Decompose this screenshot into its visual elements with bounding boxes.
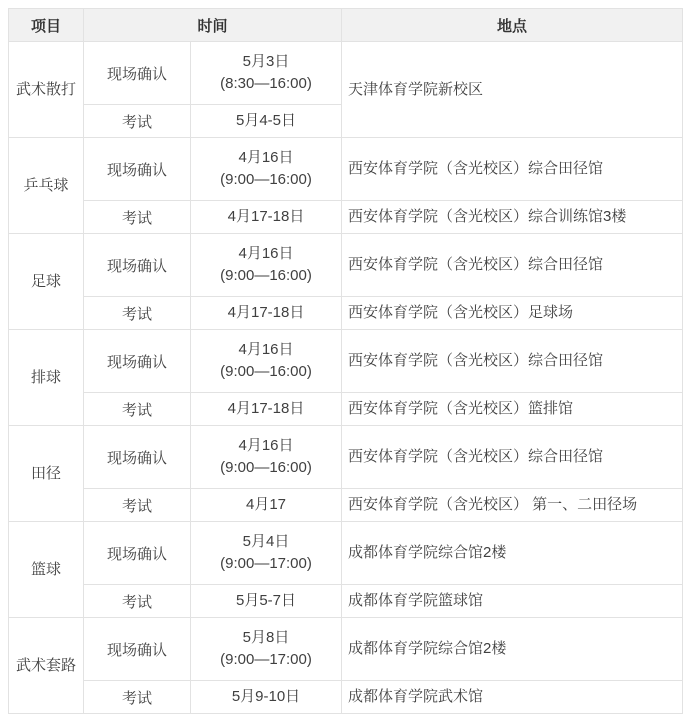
location-cell: 成都体育学院综合馆2楼 [342, 522, 683, 585]
location-cell: 成都体育学院综合馆2楼 [342, 618, 683, 681]
time-range: (9:00—17:00) [220, 651, 312, 668]
project-cell: 篮球 [9, 522, 84, 618]
column-header-project: 项目 [9, 9, 84, 42]
date-cell: 5月5-7日 [191, 585, 342, 618]
location-cell: 西安体育学院（含光校区）综合田径馆 [342, 138, 683, 201]
table-row [9, 489, 683, 522]
table-row [9, 201, 683, 234]
date-text: 5月3日 [242, 53, 290, 70]
date-text: 4月16日 [238, 149, 294, 166]
project-cell: 田径 [9, 426, 84, 522]
column-header-time: 时间 [84, 9, 342, 42]
table-row [9, 330, 683, 393]
table-row [9, 138, 683, 201]
date-text: 4月16日 [238, 245, 294, 262]
phase-label: 考试 [84, 201, 191, 234]
date-cell [191, 138, 342, 201]
location-cell: 西安体育学院（含光校区）综合田径馆 [342, 426, 683, 489]
phase-label: 现场确认 [84, 234, 191, 297]
phase-label: 考试 [84, 585, 191, 618]
time-range: (8:30—16:00) [220, 75, 312, 92]
phase-label: 现场确认 [84, 618, 191, 681]
phase-label: 考试 [84, 489, 191, 522]
table-row [9, 681, 683, 714]
date-cell [191, 426, 342, 489]
table-row [9, 522, 683, 585]
date-text: 4月16日 [238, 341, 294, 358]
date-cell [191, 522, 342, 585]
date-text: 4月16日 [238, 437, 294, 454]
location-cell: 西安体育学院（含光校区）篮排馆 [342, 393, 683, 426]
project-cell: 乒乓球 [9, 138, 84, 234]
phase-label: 现场确认 [84, 426, 191, 489]
time-range: (9:00—17:00) [220, 555, 312, 572]
date-cell: 4月17 [191, 489, 342, 522]
phase-label: 现场确认 [84, 330, 191, 393]
table-row [9, 393, 683, 426]
time-range: (9:00—16:00) [220, 171, 312, 188]
phase-label: 考试 [84, 681, 191, 714]
project-cell: 排球 [9, 330, 84, 426]
location-cell: 西安体育学院（含光校区）综合田径馆 [342, 330, 683, 393]
time-range: (9:00—16:00) [220, 459, 312, 476]
date-cell: 4月17-18日 [191, 393, 342, 426]
time-range: (9:00—16:00) [220, 267, 312, 284]
table-row [9, 585, 683, 618]
project-cell: 武术散打 [9, 42, 84, 138]
location-cell: 成都体育学院篮球馆 [342, 585, 683, 618]
exam-schedule-table [8, 8, 683, 714]
phase-label: 现场确认 [84, 522, 191, 585]
location-cell: 西安体育学院（含光校区） 第一、二田径场 [342, 489, 683, 522]
table-row [9, 234, 683, 297]
phase-label: 现场确认 [84, 138, 191, 201]
time-range: (9:00—16:00) [220, 363, 312, 380]
date-cell: 4月17-18日 [191, 297, 342, 330]
location-cell: 西安体育学院（含光校区）足球场 [342, 297, 683, 330]
location-cell: 西安体育学院（含光校区）综合田径馆 [342, 234, 683, 297]
project-cell: 足球 [9, 234, 84, 330]
header-row [9, 9, 683, 42]
project-cell: 武术套路 [9, 618, 84, 714]
phase-label: 考试 [84, 105, 191, 138]
location-cell: 天津体育学院新校区 [342, 42, 683, 138]
date-cell [191, 618, 342, 681]
date-cell [191, 42, 342, 105]
date-cell: 4月17-18日 [191, 201, 342, 234]
column-header-location: 地点 [342, 9, 683, 42]
phase-label: 考试 [84, 297, 191, 330]
table-row [9, 618, 683, 681]
date-cell [191, 330, 342, 393]
location-cell: 西安体育学院（含光校区）综合训练馆3楼 [342, 201, 683, 234]
phase-label: 考试 [84, 393, 191, 426]
table-row [9, 426, 683, 489]
date-cell [191, 234, 342, 297]
location-cell: 成都体育学院武术馆 [342, 681, 683, 714]
date-cell: 5月4-5日 [191, 105, 342, 138]
table-row [9, 297, 683, 330]
table-row [9, 42, 683, 105]
phase-label: 现场确认 [84, 42, 191, 105]
date-text: 5月8日 [242, 629, 290, 646]
date-text: 5月4日 [242, 533, 290, 550]
date-cell: 5月9-10日 [191, 681, 342, 714]
